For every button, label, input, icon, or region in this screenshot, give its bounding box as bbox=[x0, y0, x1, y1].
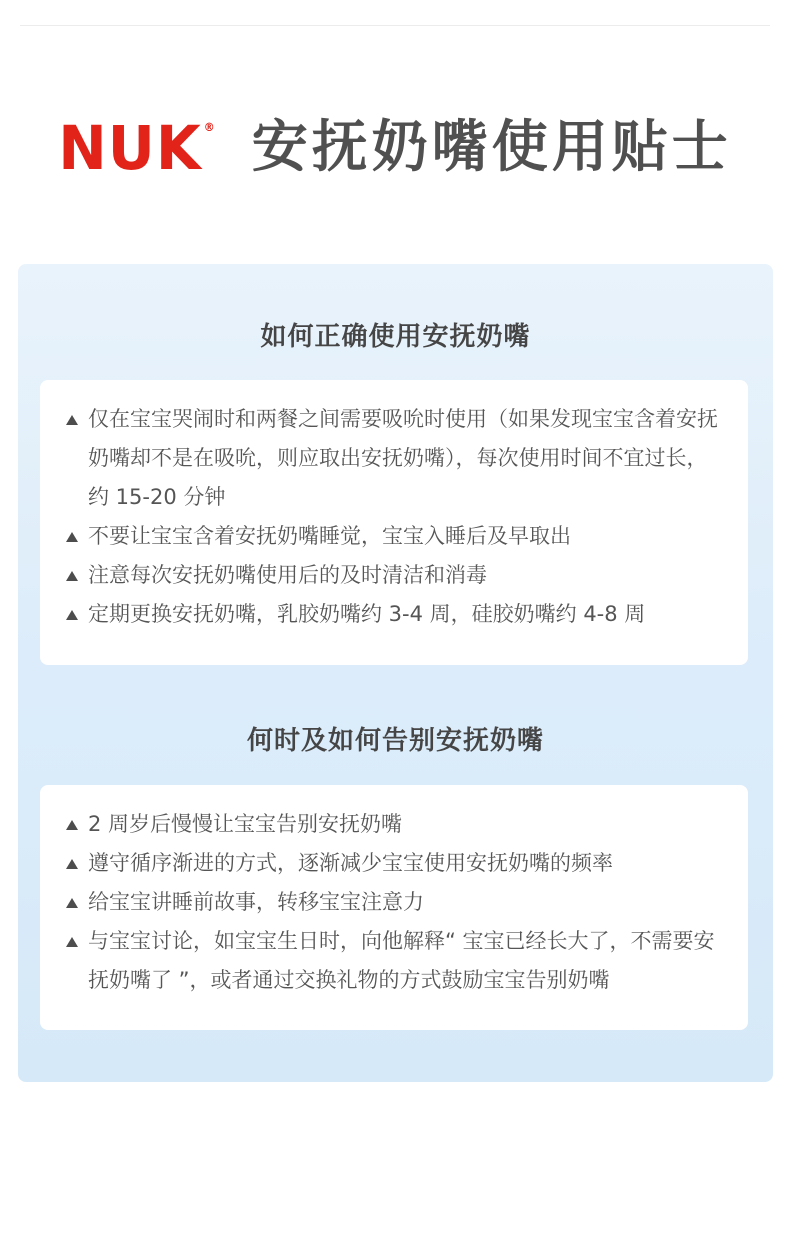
triangle-bullet-icon bbox=[66, 532, 78, 542]
page-title: 安抚奶嘴使用贴士 bbox=[251, 115, 732, 180]
tips-panel bbox=[18, 264, 773, 1082]
triangle-bullet-icon bbox=[66, 820, 78, 830]
page-header bbox=[0, 108, 790, 188]
triangle-bullet-icon bbox=[66, 415, 78, 425]
list-item: 遵守循序渐进的方式，逐渐减少宝宝使用安抚奶嘴的频率 bbox=[66, 844, 724, 883]
weaning-list bbox=[66, 805, 724, 1000]
section-title-weaning: 何时及如何告别安抚奶嘴 bbox=[246, 726, 544, 756]
list-item: 定期更换安抚奶嘴，乳胶奶嘴约 3-4 周，硅胶奶嘴约 4-8 周 bbox=[66, 595, 724, 634]
list-item: 2 周岁后慢慢让宝宝告别安抚奶嘴 bbox=[66, 805, 724, 844]
nuk-logo bbox=[58, 112, 216, 184]
top-divider bbox=[20, 25, 770, 26]
section-title-usage: 如何正确使用安抚奶嘴 bbox=[260, 322, 531, 352]
triangle-bullet-icon bbox=[66, 937, 78, 947]
triangle-bullet-icon bbox=[66, 898, 78, 908]
logo-text: NUK bbox=[58, 112, 202, 184]
triangle-bullet-icon bbox=[66, 859, 78, 869]
list-item: 不要让宝宝含着安抚奶嘴睡觉，宝宝入睡后及早取出 bbox=[66, 517, 724, 556]
list-item: 仅在宝宝哭闹时和两餐之间需要吸吮时使用（如果发现宝宝含着安抚奶嘴却不是在吸吮，则应取出安抚奶嘴），每次使用时间不宜过长，约 15-20 分钟 bbox=[66, 400, 724, 517]
usage-card bbox=[40, 380, 748, 665]
weaning-card bbox=[40, 785, 748, 1030]
triangle-bullet-icon bbox=[66, 571, 78, 581]
usage-list bbox=[66, 400, 724, 634]
registered-mark: ® bbox=[203, 120, 216, 135]
triangle-bullet-icon bbox=[66, 610, 78, 620]
list-item: 给宝宝讲睡前故事，转移宝宝注意力 bbox=[66, 883, 724, 922]
list-item: 注意每次安抚奶嘴使用后的及时清洁和消毒 bbox=[66, 556, 724, 595]
list-item: 与宝宝讨论，如宝宝生日时，向他解释“ 宝宝已经长大了，不需要安抚奶嘴了 ”，或者通过交换礼物的方式鼓励宝宝告别奶嘴 bbox=[66, 922, 724, 1000]
